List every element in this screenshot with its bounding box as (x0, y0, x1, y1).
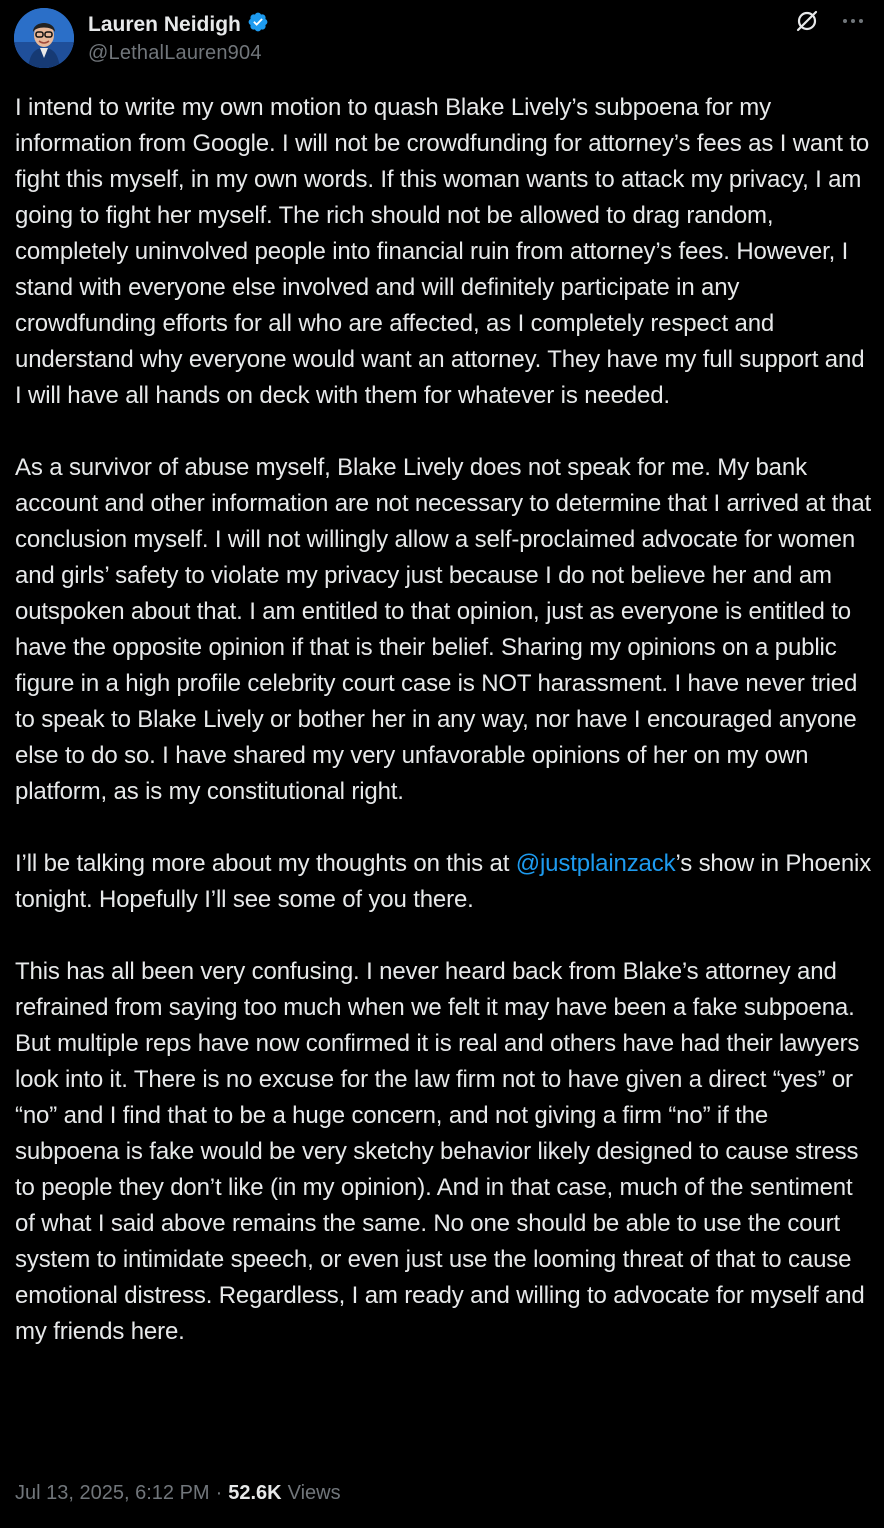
tweet-paragraph-3 (15, 846, 873, 918)
views-label: Views (287, 1482, 341, 1504)
more-icon[interactable] (842, 17, 864, 25)
mention-link[interactable]: @justplainzack (515, 850, 676, 877)
meta-separator: · (215, 1482, 223, 1504)
tweet-paragraph-4: This has all been very confusing. I never heard back from Blake’s attorney and refrained from saying too much when we felt it may have been a fake subpoena. But multiple reps have now confirmed it is real and others have had their lawyers look into it. There is no excuse for the law firm not to have given a direct “yes” or “no” and I find that to be a huge concern, and not giving a firm “no” if the subpoena is fake would be very sketchy behavior likely designed to cause stress to people they don’t like (in my opinion). And in that case, much of the sentiment of what I said above remains the same. No one should be able to use the court system to intimidate speech, or even just use the looming threat of that to cause emotional distress. Regardless, I am ready and willing to advocate for myself and my friends here. (15, 958, 865, 1345)
tweet-paragraph-1: I intend to write my own motion to quash Blake Lively’s subpoena for my information from Google. I will not be crowdfunding for attorney’s fees as I want to fight this myself, in my own words. If this woman wants to attack my privacy, I am going to fight her myself. The rich should not be allowed to drag random, completely uninvolved people into financial ruin from attorney’s fees. However, I stand with everyone else involved and will definitely participate in any crowdfunding efforts for all who are affected, as I completely respect and understand why everyone would want an attorney. They have my full support and I will have all hands on deck with them for whatever is needed. (15, 94, 870, 409)
paragraph-3-text-before: I’ll be talking more about my thoughts on this at (15, 850, 516, 877)
views-count[interactable]: 52.6K (228, 1482, 282, 1504)
handle[interactable]: @LethalLauren904 (88, 42, 262, 64)
display-name[interactable]: Lauren Neidigh (88, 12, 241, 36)
grok-icon[interactable] (794, 8, 820, 34)
timestamp[interactable]: Jul 13, 2025, 6:12 PM (15, 1482, 210, 1504)
tweet-paragraph-2: As a survivor of abuse myself, Blake Lively does not speak for me. My bank account and other information are not necessary to determine that I arrived at that conclusion myself. I will not willingly allow a self-proclaimed advocate for women and girls’ safety to violate my privacy just because I do not believe her and am outspoken about that. I am entitled to that opinion, just as everyone is entitled to have the opposite opinion if that is their belief. Sharing my opinions on a public figure in a high profile celebrity court case is NOT harassment. I have never tried to speak to Blake Lively or bother her in any way, nor have I encouraged anyone else to do so. I have shared my very unfavorable opinions of her on my own platform, as is my constitutional right. (15, 454, 872, 805)
author-names (88, 11, 269, 65)
tweet-meta (15, 1482, 341, 1505)
top-actions (794, 8, 864, 34)
tweet-header (14, 8, 868, 68)
tweet-text (15, 90, 873, 1350)
avatar-image (14, 8, 74, 68)
paragraph-3-text-after: ’s show in Phoenix tonight. Hopefully I’ll see some of you there. (15, 850, 872, 913)
display-name-row (88, 11, 269, 38)
verified-badge-icon (247, 11, 269, 38)
avatar[interactable] (14, 8, 74, 68)
